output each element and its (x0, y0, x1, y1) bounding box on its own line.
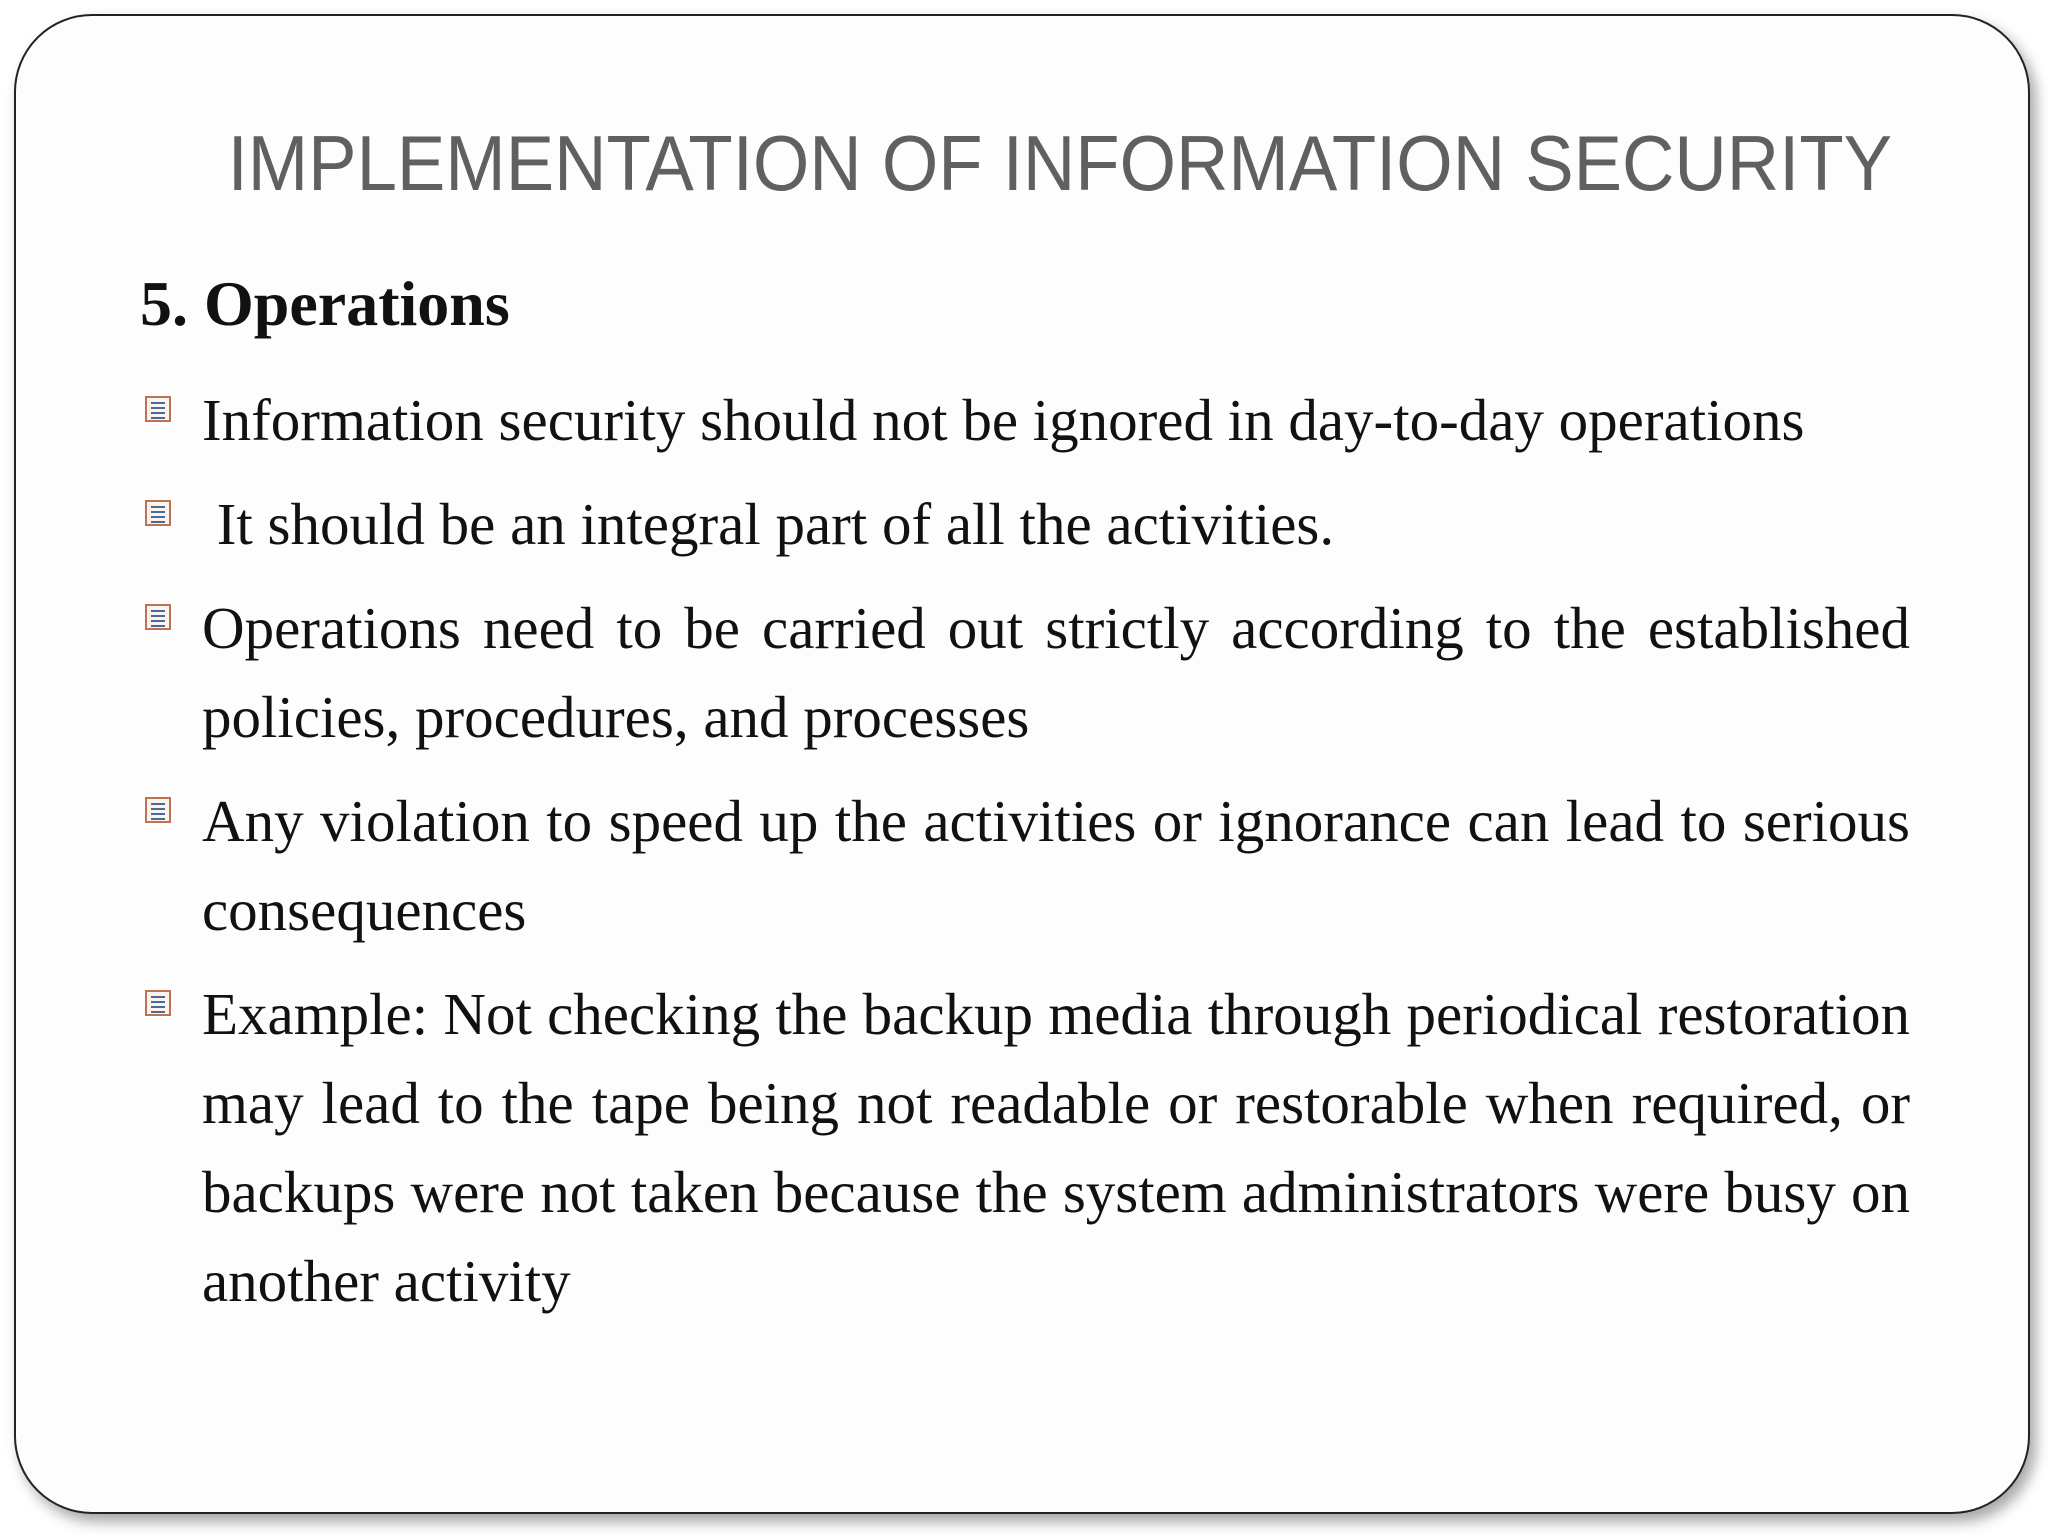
list-bullet-icon (145, 604, 171, 630)
bullet-text: It should be an integral part of all the activities. (202, 491, 1335, 557)
list-item (140, 584, 1910, 762)
list-item (140, 970, 1910, 1326)
list-bullet-icon (145, 396, 171, 422)
bullet-text: Any violation to speed up the activities or ignorance can lead to serious consequences (202, 788, 1910, 943)
bullet-text: Information security should not be ignored in day-to-day operations (202, 387, 1805, 453)
section-heading: 5. Operations (140, 268, 510, 339)
bullet-list (140, 376, 1910, 1341)
bullet-text: Example: Not checking the backup media through periodical restoration may lead to the tape being not readable or restorable when required, or backups were not taken because the system administrators were busy on another activity (202, 981, 1910, 1314)
list-bullet-icon (145, 500, 171, 526)
list-item (140, 777, 1910, 955)
slide-frame (14, 14, 2030, 1514)
list-bullet-icon (145, 990, 171, 1016)
list-item (140, 480, 1910, 569)
slide-title: IMPLEMENTATION OF INFORMATION SECURITY (227, 119, 1893, 207)
bullet-text: Operations need to be carried out strictly according to the established policies, procedures, and processes (202, 595, 1910, 750)
list-item (140, 376, 1910, 465)
list-bullet-icon (145, 797, 171, 823)
